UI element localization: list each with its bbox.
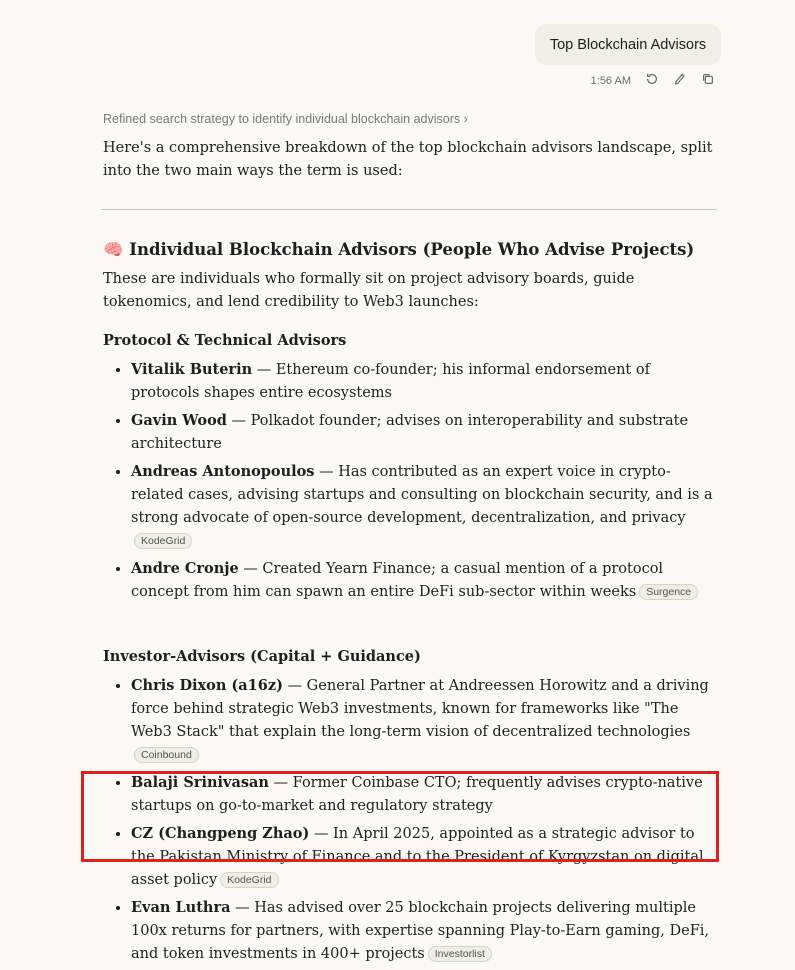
advisor-description: — Has contributed as an expert voice in crypto-related cases, advising startups and consulting on blockchain security, and is a strong advocate of open-source development, decentralization, and privacy — [131, 464, 713, 526]
divider — [101, 209, 717, 210]
source-badge[interactable]: Surgence — [639, 584, 698, 600]
section-description: These are individuals who formally sit on project advisory boards, guide tokenomics, and lend credibility to Web3 launches: — [103, 271, 635, 310]
section-heading — [103, 238, 715, 262]
advisor-name: Evan Luthra — [131, 899, 231, 916]
list-item — [131, 409, 715, 456]
list-item — [131, 557, 715, 604]
source-badge[interactable]: Investorlist — [428, 946, 492, 962]
intro-paragraph: Here's a comprehensive breakdown of the top blockchain advisors landscape, split into the two main ways the term is used: — [103, 140, 713, 179]
list-item — [131, 460, 715, 553]
source-badge[interactable]: Coinbound — [134, 747, 199, 763]
advisor-name: Andreas Antonopoulos — [131, 463, 315, 480]
source-badge[interactable]: KodeGrid — [134, 533, 192, 549]
copy-icon[interactable] — [701, 72, 715, 89]
advisor-description: — In April 2025, appointed as a strategic advisor to the Pakistan Ministry of Finance and to the President of Kyrgyzstan on digital asset policy — [131, 826, 704, 888]
brain-icon: 🧠 — [103, 240, 124, 259]
advisor-name: Balaji Srinivasan — [131, 774, 269, 791]
highlight-box — [81, 771, 719, 862]
advisor-name: Gavin Wood — [131, 412, 227, 429]
group-heading: Protocol & Technical Advisors — [103, 332, 347, 349]
advisor-description: — General Partner at Andreessen Horowitz and a driving force behind strategic Web3 investments, known for frameworks like "The Web3 Stack" that explain the long-term vision of decentralized technologies — [131, 678, 709, 740]
message-actions — [591, 72, 715, 89]
thinking-summary-text: Refined search strategy to identify individual blockchain advisors — [103, 112, 461, 126]
list-item — [131, 896, 715, 966]
advisor-description: — Ethereum co-founder; his informal endorsement of protocols shapes entire ecosystems — [131, 362, 650, 401]
thinking-summary-toggle[interactable] — [103, 108, 715, 131]
chevron-right-icon: › — [463, 112, 468, 126]
list-item — [131, 358, 715, 405]
timestamp: 1:56 AM — [590, 74, 631, 87]
advisor-name: Andre Cronje — [131, 560, 239, 577]
edit-icon[interactable] — [673, 72, 687, 89]
advisor-description: — Former Coinbase CTO; frequently advises crypto-native startups on go-to-market and regulatory strategy — [131, 775, 703, 814]
source-badge[interactable]: KodeGrid — [220, 872, 278, 888]
advisor-description: — Created Yearn Finance; a casual mention of a protocol concept from him can spawn an entire DeFi sub-sector within weeks — [131, 561, 664, 600]
group-heading: Investor-Advisors (Capital + Guidance) — [103, 648, 421, 665]
user-message-text: Top Blockchain Advisors — [549, 36, 707, 53]
advisor-name: CZ (Changpeng Zhao) — [131, 825, 310, 842]
advisor-list — [103, 358, 715, 604]
advisor-description: — Polkadot founder; advises on interoperability and substrate architecture — [131, 413, 689, 452]
list-item — [131, 674, 715, 767]
advisor-name: Vitalik Buterin — [131, 361, 253, 378]
section-title: Individual Blockchain Advisors (People Who Advise Projects) — [129, 240, 695, 259]
advisor-description: — Has advised over 25 blockchain projects delivering multiple 100x returns for partners, with expertise spanning Play-to-Earn gaming, DeFi, and token investments in 400+ projects — [131, 900, 710, 962]
retry-icon[interactable] — [645, 72, 659, 89]
user-message-bubble — [535, 24, 721, 65]
advisor-name: Chris Dixon (a16z) — [131, 677, 283, 694]
